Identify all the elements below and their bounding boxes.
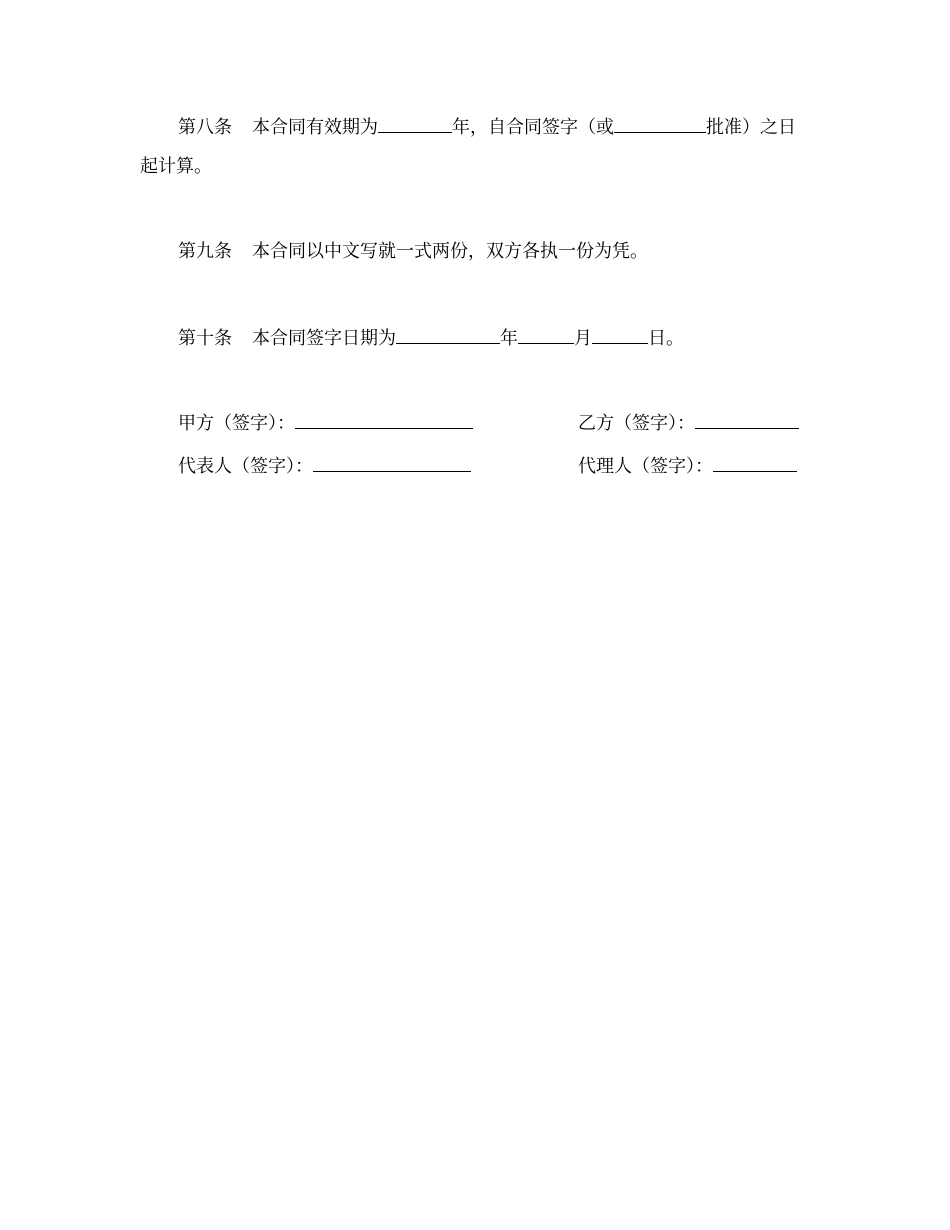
party-b-signature-blank[interactable] <box>695 410 799 429</box>
article-9-label: 第九条 <box>178 241 232 262</box>
agent-label: 代理人（签字）： <box>578 456 713 477</box>
article-9-text: 本合同以中文写就一式两份，双方各执一份为凭。 <box>252 241 648 262</box>
sign-year-blank[interactable] <box>396 325 500 344</box>
article-10-line <box>178 325 684 351</box>
representative-signature-blank[interactable] <box>313 453 471 472</box>
article-8-text-a: 本合同有效期为 <box>252 117 378 138</box>
party-b-signature-row <box>578 410 799 436</box>
article-9-line <box>178 240 648 264</box>
article-8-line-2 <box>140 155 212 179</box>
approval-authority-blank[interactable] <box>614 114 706 133</box>
party-a-signature-row <box>178 410 473 436</box>
representative-label: 代表人（签字）： <box>178 456 313 477</box>
validity-years-blank[interactable] <box>378 114 452 133</box>
agent-signature-row <box>578 453 797 479</box>
article-8-line-1 <box>178 114 796 140</box>
party-a-signature-blank[interactable] <box>295 410 473 429</box>
article-10-label: 第十条 <box>178 328 232 349</box>
sign-day-blank[interactable] <box>592 325 648 344</box>
article-8-text-c: 批准）之日 <box>706 117 796 138</box>
party-a-label: 甲方（签字）： <box>178 413 295 434</box>
month-label: 月 <box>574 328 592 349</box>
agent-signature-blank[interactable] <box>713 453 797 472</box>
article-8-label: 第八条 <box>178 117 232 138</box>
sign-month-blank[interactable] <box>518 325 574 344</box>
representative-signature-row <box>178 453 471 479</box>
year-label: 年 <box>500 328 518 349</box>
article-8-text-d: 起计算。 <box>140 156 212 177</box>
article-10-text-a: 本合同签字日期为 <box>252 328 396 349</box>
day-label: 日。 <box>648 328 684 349</box>
party-b-label: 乙方（签字）： <box>578 413 695 434</box>
article-8-text-b: 年，自合同签字（或 <box>452 117 614 138</box>
